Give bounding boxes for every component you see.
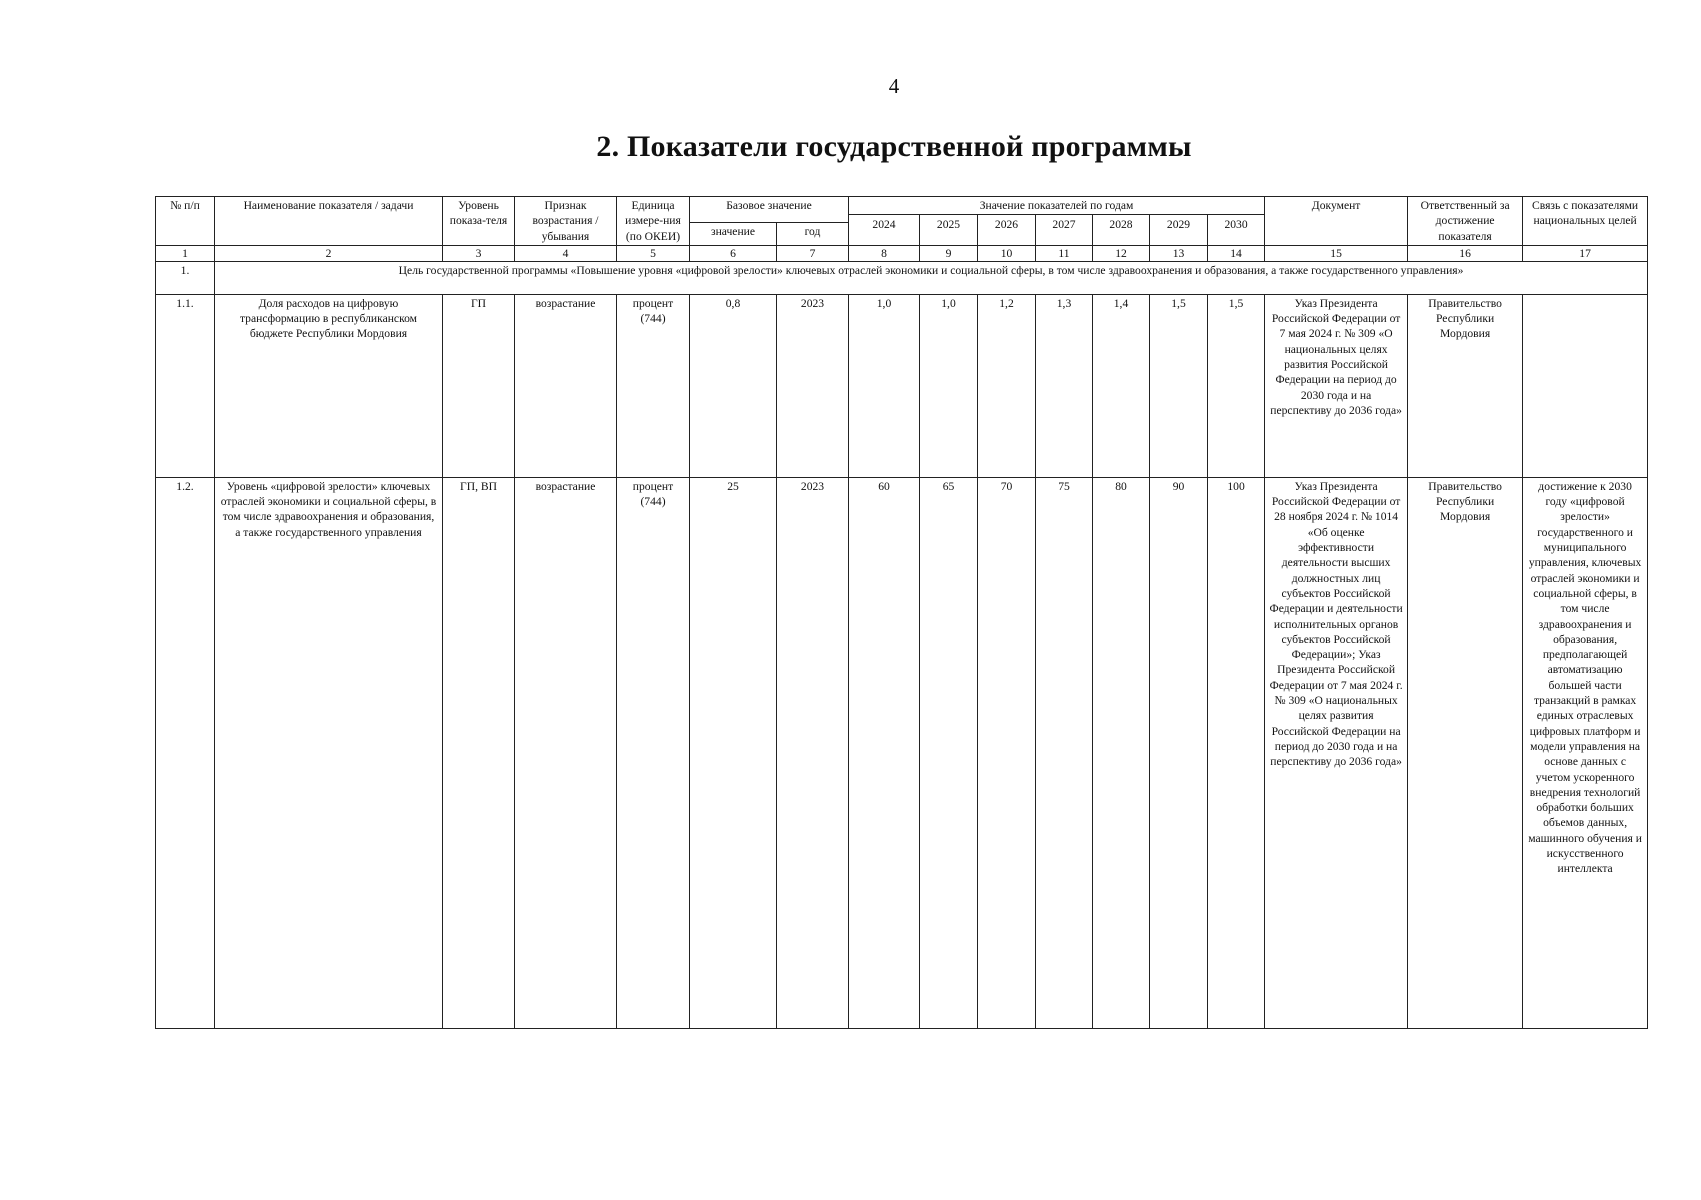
- row-level: ГП: [443, 294, 515, 477]
- row-trend: возрастание: [515, 294, 617, 477]
- row-value-2025: 65: [920, 477, 978, 1028]
- row-value-2030: 100: [1208, 477, 1265, 1028]
- column-number: 11: [1036, 245, 1093, 261]
- row-base-value: 0,8: [690, 294, 777, 477]
- row-num: 1.1.: [156, 294, 215, 477]
- row-responsible: Правительство Республики Мордовия: [1408, 294, 1523, 477]
- row-value-2026: 1,2: [978, 294, 1036, 477]
- row-name: Доля расходов на цифровую трансформацию в республиканском бюджете Республики Мордовия: [215, 294, 443, 477]
- header-level: Уровень показа-теля: [443, 197, 515, 246]
- header-base-value: значение: [690, 222, 777, 245]
- row-value-2027: 1,3: [1036, 294, 1093, 477]
- row-value-2025: 1,0: [920, 294, 978, 477]
- page-title: 2. Показатели государственной программы: [596, 130, 1192, 163]
- column-number: 5: [617, 245, 690, 261]
- goal-text: Цель государственной программы «Повышение уровня «цифровой зрелости» ключевых отраслей экономики и социальной сферы, в том числе здравоохранения и образования, а также государственного управления»: [215, 261, 1648, 294]
- column-number: 3: [443, 245, 515, 261]
- column-number: 2: [215, 245, 443, 261]
- row-link: [1523, 294, 1648, 477]
- header-year: 2028: [1093, 215, 1150, 246]
- column-number: 16: [1408, 245, 1523, 261]
- header-link: Связь с показателями национальных целей: [1523, 197, 1648, 246]
- row-base-value: 25: [690, 477, 777, 1028]
- goal-row: [156, 261, 1648, 294]
- row-value-2024: 1,0: [849, 294, 920, 477]
- indicators-table: [155, 196, 1648, 1029]
- column-number: 17: [1523, 245, 1648, 261]
- row-value-2027: 75: [1036, 477, 1093, 1028]
- column-number: 10: [978, 245, 1036, 261]
- row-value-2028: 80: [1093, 477, 1150, 1028]
- header-base: Базовое значение: [690, 197, 849, 223]
- column-number: 6: [690, 245, 777, 261]
- header-year: 2027: [1036, 215, 1093, 246]
- header-row: [156, 197, 1648, 215]
- header-responsible: Ответственный за достижение показателя: [1408, 197, 1523, 246]
- row-value-2029: 90: [1150, 477, 1208, 1028]
- header-unit: Единица измере-ния (по ОКЕИ): [617, 197, 690, 246]
- row-unit: процент (744): [617, 477, 690, 1028]
- row-name: Уровень «цифровой зрелости» ключевых отраслей экономики и социальной сферы, в том числе здравоохранения и образования, а также государственного управления: [215, 477, 443, 1028]
- column-number: 4: [515, 245, 617, 261]
- page-number: 4: [888, 74, 900, 98]
- header-name: Наименование показателя / задачи: [215, 197, 443, 246]
- row-base-year: 2023: [777, 294, 849, 477]
- table-row: [156, 477, 1648, 1028]
- row-value-2024: 60: [849, 477, 920, 1028]
- row-value-2028: 1,4: [1093, 294, 1150, 477]
- header-document: Документ: [1265, 197, 1408, 246]
- column-number: 12: [1093, 245, 1150, 261]
- header-values-by-year: Значение показателей по годам: [849, 197, 1265, 215]
- row-value-2026: 70: [978, 477, 1036, 1028]
- row-value-2029: 1,5: [1150, 294, 1208, 477]
- row-document: Указ Президента Российской Федерации от 7 мая 2024 г. № 309 «О национальных целях развития Российской Федерации на период до 2030 года и на перспективу до 2036 года»: [1265, 294, 1408, 477]
- column-number: 7: [777, 245, 849, 261]
- header-base-year: год: [777, 222, 849, 245]
- column-number: 13: [1150, 245, 1208, 261]
- row-level: ГП, ВП: [443, 477, 515, 1028]
- row-unit: процент (744): [617, 294, 690, 477]
- row-trend: возрастание: [515, 477, 617, 1028]
- table-row: [156, 294, 1648, 477]
- row-value-2030: 1,5: [1208, 294, 1265, 477]
- row-document: Указ Президента Российской Федерации от 28 ноября 2024 г. № 1014 «Об оценке эффективности деятельности высших должностных лиц субъектов Российской Федерации и деятельности исполнительных органов субъектов Российской Федерации»; Указ Президента Российской Федерации от 7 мая 2024 г. № 309 «О национальных целях развития Российской Федерации на период до 2030 года и на перспективу до 2036 года»: [1265, 477, 1408, 1028]
- column-number: 9: [920, 245, 978, 261]
- row-base-year: 2023: [777, 477, 849, 1028]
- column-number: 8: [849, 245, 920, 261]
- column-number: 1: [156, 245, 215, 261]
- header-year: 2030: [1208, 215, 1265, 246]
- header-num: № п/п: [156, 197, 215, 246]
- row-link: достижение к 2030 году «цифровой зрелости» государственного и муниципального управления, ключевых отраслей экономики и социальной сферы, в том числе здравоохранения и образования, предполагающей автоматизацию большей части транзакций в рамках единых отраслевых цифровых платформ и модели управления на основе данных с учетом ускоренного внедрения технологий обработки больших объемов данных, машинного обучения и искусственного интеллекта: [1523, 477, 1648, 1028]
- header-year: 2025: [920, 215, 978, 246]
- row-num: 1.2.: [156, 477, 215, 1028]
- header-year: 2029: [1150, 215, 1208, 246]
- header-year: 2024: [849, 215, 920, 246]
- header-year: 2026: [978, 215, 1036, 246]
- column-number: 15: [1265, 245, 1408, 261]
- column-number: 14: [1208, 245, 1265, 261]
- row-responsible: Правительство Республики Мордовия: [1408, 477, 1523, 1028]
- header-trend: Признак возрастания / убывания: [515, 197, 617, 246]
- column-numbers-row: [156, 245, 1648, 261]
- goal-num: 1.: [156, 261, 215, 294]
